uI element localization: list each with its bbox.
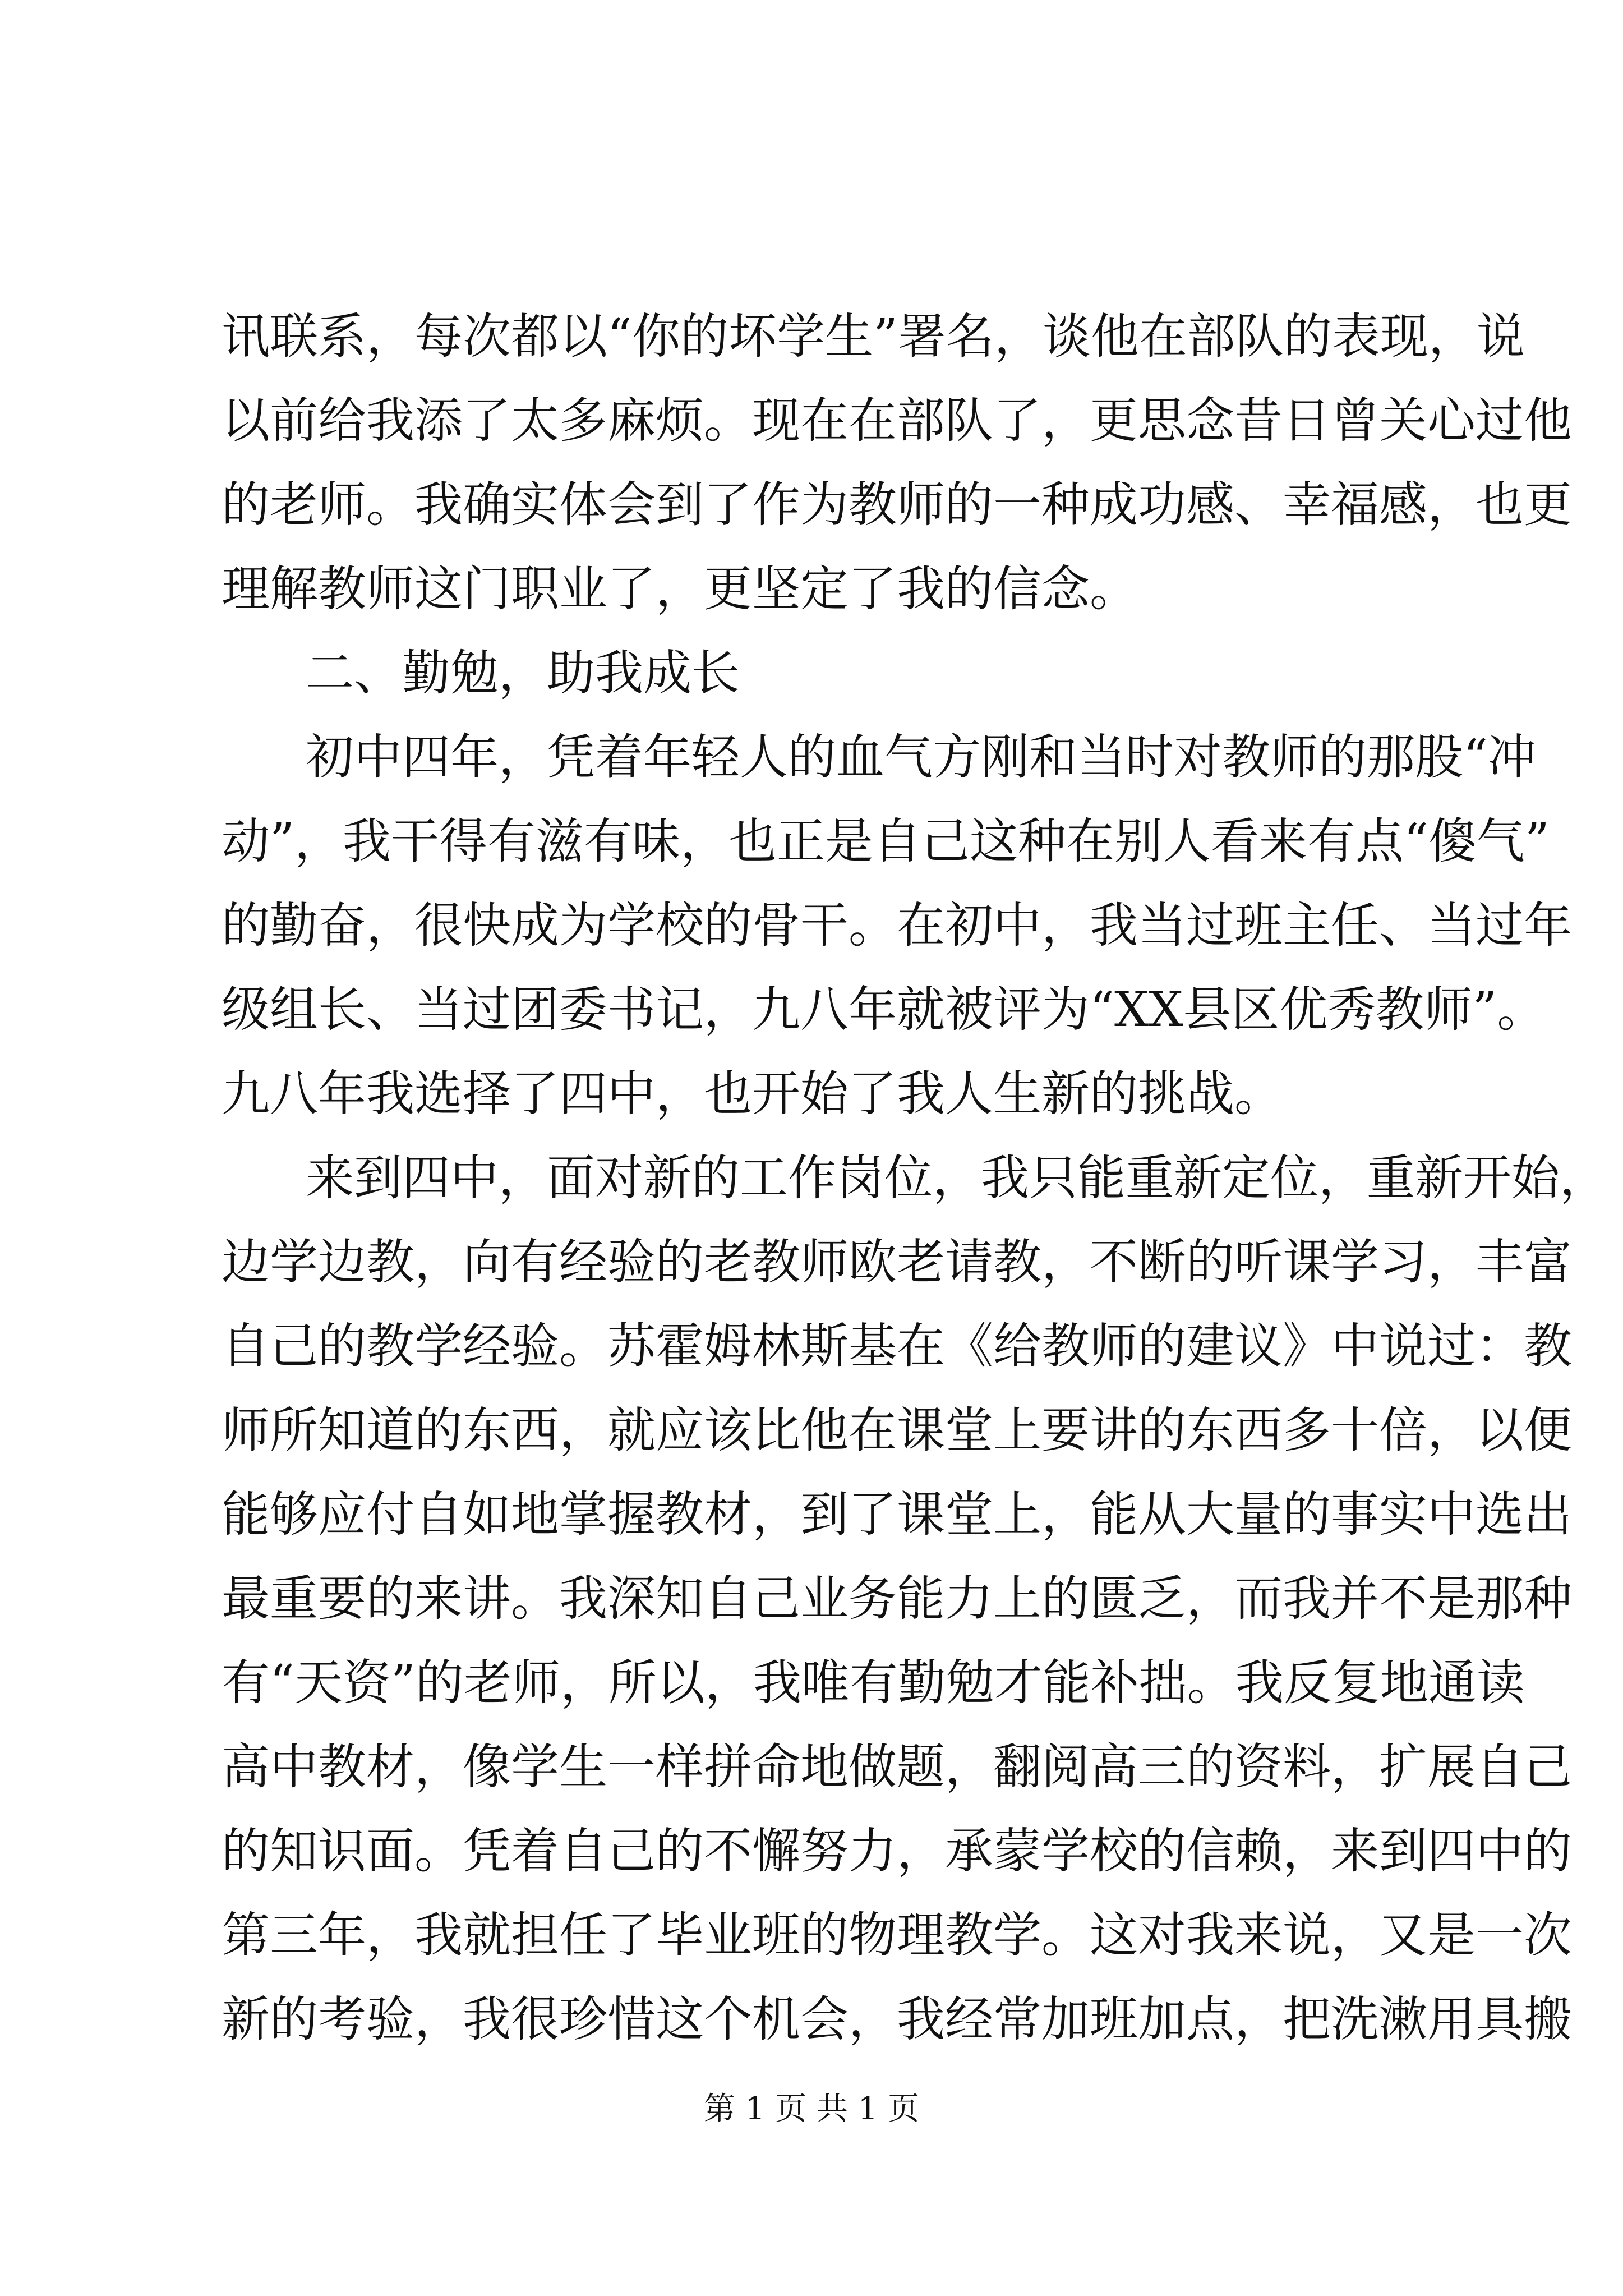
paragraph-line: 的知识面。凭着自己的不懈努力，承蒙学校的信赖，来到四中的 xyxy=(222,1823,1572,1879)
paragraph-line: 自己的教学经验。苏霍姆林斯基在《给教师的建议》中说过：教 xyxy=(222,1318,1572,1374)
paragraph-line: 的勤奋，很快成为学校的骨干。在初中，我当过班主任、当过年 xyxy=(222,898,1572,954)
paragraph-line: 来到四中，面对新的工作岗位，我只能重新定位，重新开始， xyxy=(306,1150,1608,1206)
paragraph-line: 动”，我干得有滋有味，也正是自己这种在别人看来有点“傻气” xyxy=(222,813,1550,869)
paragraph-line: 级组长、当过团委书记，九八年就被评为“XX县区优秀教师”。 xyxy=(222,982,1546,1038)
paragraph-line: 高中教材，像学生一样拼命地做题，翻阅高三的资料，扩展自己 xyxy=(222,1739,1572,1795)
paragraph-line: 理解教师这门职业了，更坚定了我的信念。 xyxy=(222,561,1138,617)
paragraph-line: 边学边教，向有经验的老教师欧老请教，不断的听课学习，丰富 xyxy=(222,1234,1572,1290)
paragraph-line: 以前给我添了太多麻烦。现在在部队了，更思念昔日曾关心过他 xyxy=(222,393,1572,449)
paragraph-line: 能够应付自如地掌握教材，到了课堂上，能从大量的事实中选出 xyxy=(222,1487,1572,1543)
paragraph-line: 讯联系，每次都以“你的坏学生”署名，谈他在部队的表现，说 xyxy=(222,309,1525,365)
paragraph-line: 的老师。我确实体会到了作为教师的一种成功感、幸福感，也更 xyxy=(222,477,1572,533)
paragraph-line: 师所知道的东西，就应该比他在课堂上要讲的东西多十倍，以便 xyxy=(222,1402,1572,1458)
paragraph-line: 最重要的来讲。我深知自己业务能力上的匮乏，而我并不是那种 xyxy=(222,1571,1572,1627)
paragraph-line: 初中四年，凭着年轻人的血气方刚和当时对教师的那股“冲 xyxy=(306,729,1536,785)
paragraph-line: 第三年，我就担任了毕业班的物理教学。这对我来说，又是一次 xyxy=(222,1907,1572,1963)
section-heading: 二、勤勉，助我成长 xyxy=(306,645,740,701)
paragraph-line: 九八年我选择了四中，也开始了我人生新的挑战。 xyxy=(222,1066,1283,1122)
paragraph-line: 新的考验，我很珍惜这个机会，我经常加班加点，把洗漱用具搬 xyxy=(222,1991,1572,2047)
paragraph-line: 有“天资”的老师，所以，我唯有勤勉才能补拙。我反复地通读 xyxy=(222,1655,1525,1711)
page-footer: 第 1 页 共 1 页 xyxy=(703,2091,920,2127)
